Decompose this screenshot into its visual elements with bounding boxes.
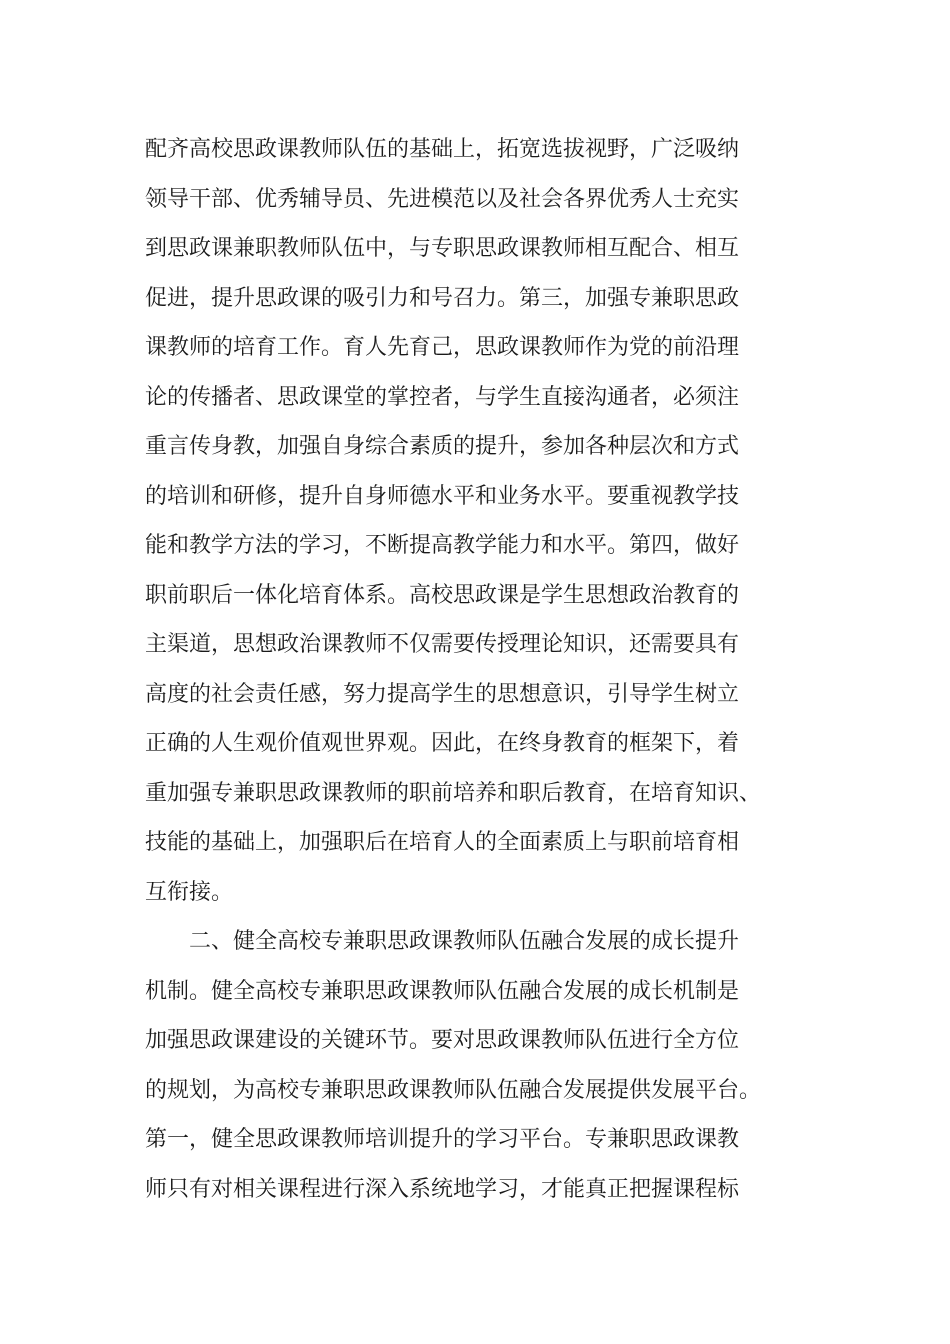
text-line: 课教师的培育工作。育人先育己，思政课教师作为党的前沿理 — [145, 335, 740, 360]
text-line: 师只有对相关课程进行深入系统地学习，才能真正把握课程标 — [145, 1176, 740, 1202]
text-line: 的规划，为高校专兼职思政课教师队伍融合发展提供发展平台。 — [145, 1077, 762, 1103]
text-line: 主渠道，思想政治课教师不仅需要传授理论知识，还需要具有 — [145, 632, 740, 657]
text-line: 配齐高校思政课教师队伍的基础上，拓宽选拔视野，广泛吸纳 — [145, 137, 740, 162]
text-line: 技能的基础上，加强职后在培育人的全面素质上与职前培育相 — [145, 830, 740, 855]
text-line: 促进，提升思政课的吸引力和号召力。第三，加强专兼职思政 — [145, 285, 740, 311]
text-line: 第一，健全思政课教师培训提升的学习平台。专兼职思政课教 — [145, 1127, 740, 1152]
text-line: 正确的人生观价值观世界观。因此，在终身教育的框架下，着 — [145, 731, 740, 756]
text-line: 职前职后一体化培育体系。高校思政课是学生思想政治教育的 — [145, 582, 740, 608]
text-line: 互衔接。 — [145, 879, 234, 905]
text-line: 加强思政课建设的关键环节。要对思政课教师队伍进行全方位 — [145, 1028, 740, 1053]
text-line: 重言传身教，加强自身综合素质的提升，参加各种层次和方式 — [145, 434, 740, 459]
text-line: 论的传播者、思政课堂的掌控者，与学生直接沟通者，必须注 — [145, 384, 740, 410]
text-line: 领导干部、优秀辅导员、先进模范以及社会各界优秀人士充实 — [145, 186, 740, 212]
text-line: 能和教学方法的学习，不断提高教学能力和水平。第四，做好 — [145, 533, 740, 558]
text-line: 高度的社会责任感，努力提高学生的思想意识，引导学生树立 — [145, 681, 740, 707]
section-heading-line: 二、健全高校专兼职思政课教师队伍融合发展的成长提升 — [189, 929, 740, 954]
text-line: 重加强专兼职思政课教师的职前培养和职后教育，在培育知识、 — [145, 780, 762, 806]
body-text — [145, 125, 825, 1214]
text-line: 机制。健全高校专兼职思政课教师队伍融合发展的成长机制是 — [145, 978, 740, 1004]
text-line: 的培训和研修，提升自身师德水平和业务水平。要重视教学技 — [145, 483, 740, 509]
text-line: 到思政课兼职教师队伍中，与专职思政课教师相互配合、相互 — [145, 236, 740, 261]
